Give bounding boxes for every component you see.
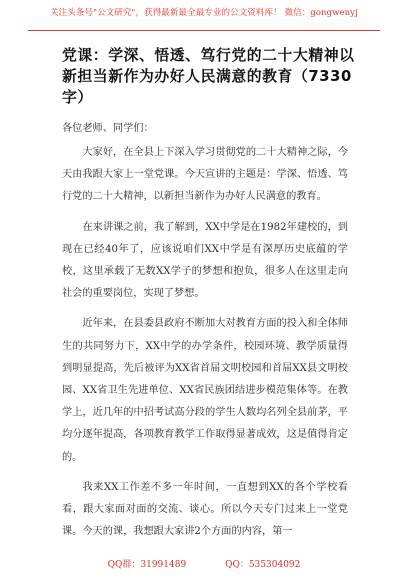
- paragraph: 我来XX工作差不多一年时间，一直想到XX的各个学校看看，跟大家面对面的交流、谈心。所以今天专门过来上一堂党课。今天的课，我想跟大家讲2个方面的内容，第一: [62, 481, 348, 538]
- header-divider: [28, 30, 380, 31]
- paragraph: 大家好，在全县上下深入学习贯彻党的二十大精神之际，今天由我跟大家上一堂党课。今天宣讲的主题是：学深、悟透、笃行党的二十大精神，以新担当新作为办好人民满意的教育。: [62, 147, 348, 203]
- footer: [0, 557, 408, 570]
- header-banner: 关注头条号"公文研究"，获得最新最全最专业的公文资料库！ 微信：gongwenyj: [50, 8, 358, 18]
- document-body: [62, 118, 348, 551]
- footer-qq: QQ：535304092: [225, 560, 301, 570]
- paragraph: 近年来，在县委县政府不断加大对教育方面的投入和全体师生的共同努力下，XX中学的办学条件，校园环境、教学质量得到明显提高，先后被评为XX省首届文明校园和首届XX县文明校园、XX省卫生先进单位、XX省民族团结进步模范集体等。在教学上，近几年的中招考试高分段的学生人数均名列全县前茅，平均分逐年提高，各项教育教学工作取得显著成效，这是值得肯定的。: [62, 318, 348, 463]
- footer-qq-group: QQ群：31991489: [107, 560, 187, 570]
- document-title: 党课：学深、悟透、笃行党的二十大精神以新担当新作为办好人民满意的教育（7330字）: [62, 47, 355, 106]
- paragraph: 在来讲课之前，我了解到，XX中学是在1982年建校的，到现在已经40年了，应该说咱们XX中学是有深厚历史底蕴的学校，这里承载了无数XX学子的梦想和抱负，很多人在这里走向社会的重要岗位，实现了梦想。: [62, 221, 348, 300]
- salutation: 各位老师、同学们：: [62, 123, 154, 134]
